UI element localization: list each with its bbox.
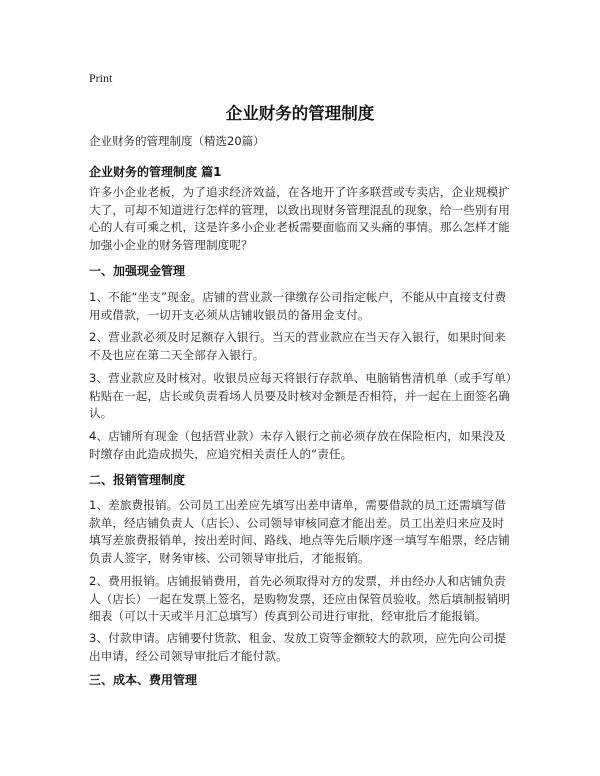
paragraph: 2、营业款必须及时足额存入银行。当天的营业款应在当天存入银行，如果时间来不及也应在第二天全部存入银行。: [89, 330, 506, 362]
paragraph: 1、不能“坐支”现金。店铺的营业款一律缴存公司指定帐户，不能从中直接支付费用或借款，一切开支必须从店铺收银员的备用金支付。: [89, 290, 507, 322]
intro-paragraph: 许多小企业老板，为了追求经济效益，在各地开了许多联营或专卖店，企业规模扩大了，可却不知道进行怎样的管理，以致出现财务管理混乱的现象，给一些别有用心的人有可乘之机，这是许多小企业老板需要面临而又头痛的事情。那么怎样才能加强小企业的财务管理制度呢？: [89, 185, 510, 252]
paragraph: 3、付款申请。店铺要付货款、租金、发放工资等金额较大的款项，应先向公司提出申请，经公司领导审批后才能付款。: [89, 631, 506, 663]
heading-reimbursement: 二、报销管理制度: [89, 473, 186, 487]
document-title: 企业财务的管理制度: [225, 104, 375, 123]
paragraph: 2、费用报销。店铺报销费用，首先必须取得对方的发票，并由经办人和店铺负责人（店长）一起在发票上签名，是购物发票，还应由保管员验收。然后填制报销明细表（可以十天或半月汇总填写）传真到公司进行审批，经审批后才能报销。: [89, 574, 510, 623]
heading-cash-management: 一、加强现金管理: [89, 264, 186, 278]
document-subtitle: 企业财务的管理制度（精选20篇）: [89, 134, 265, 148]
section-title: 企业财务的管理制度 篇1: [89, 165, 222, 179]
paragraph: 1、差旅费报销。公司员工出差应先填写出差申请单，需要借款的员工还需填写借款单，经店铺负责人（店长）、公司领导审核同意才能出差。员工出差归来应及时填写差旅费报销单，按出差时间、路线、地点等先后顺序逐一填写车船票，经店铺负责人签字，财务审核、公司领导审批后，才能报销。: [89, 498, 510, 565]
paragraph: 3、营业款应及时核对。收银员应每天将银行存款单、电脑销售清机单（或手写单）粘贴在一起，店长或负责看场人员要及时核对金额是否相符，并一起在上面签名确认。: [89, 371, 512, 420]
paragraph: 4、店铺所有现金（包括营业款）未存入银行之前必须存放在保险柜内，如果没及时缴存由此造成损失，应追究相关责任人的“责任。: [89, 429, 506, 461]
print-label: Print: [89, 71, 113, 85]
heading-cost-management: 三、成本、费用管理: [89, 673, 198, 687]
